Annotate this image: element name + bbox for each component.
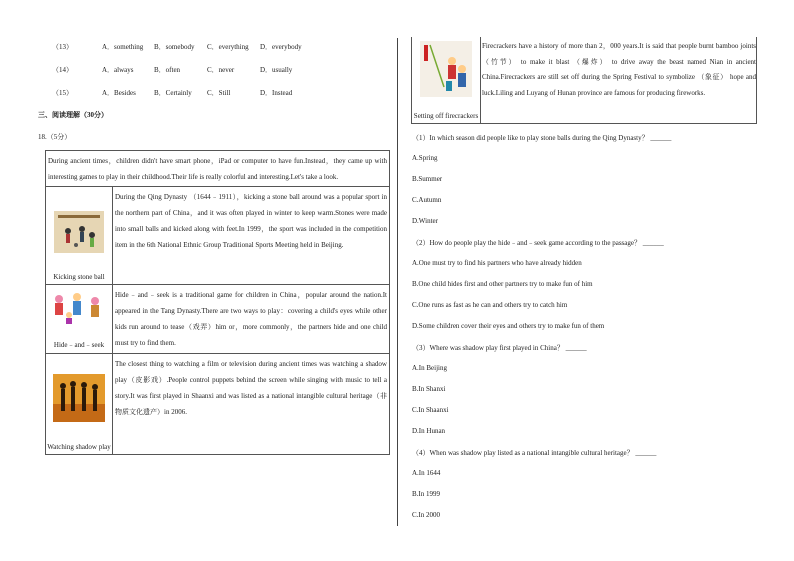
answer-option: C.One runs as fast as he can and others try to catch him (412, 301, 568, 309)
passage-table (45, 150, 390, 455)
section-title: 三、阅读理解（30分） (38, 111, 108, 119)
hide-and-seek-image (49, 289, 109, 325)
answer-option: B.Summer (412, 175, 443, 183)
kicking-stone-ball-image (54, 211, 104, 253)
cloze-option-row: （13） A．something B．somebody C．everything D．everybody (52, 43, 302, 51)
image-cell (411, 37, 481, 124)
passage-intro: During ancient times，children didn't have smart phone，iPad or computer to have fun.Instead，they came up with interesting games to play in their childhood.Their life is really colorful and interesting.Let's take a look. (48, 157, 387, 182)
cloze-option-row: （14） A．always B．often C．never D．usually (52, 66, 293, 74)
answer-option: C.Autumn (412, 196, 442, 204)
answer-option: B.One child hides first and other partners try to make fun of him (412, 280, 593, 288)
answer-option: C.In 2000 (412, 511, 440, 519)
question-stem: （2）How do people play the hide﹣and﹣seek game according to the passage？ ______ (412, 239, 664, 247)
passage-text: The closest thing to watching a film or television during ancient times was watching a shadow play（皮影戏）.People control puppets behind the screen while singing with music to tell a story.It was first played in Shaanxi and was listed as a national intangible cultural heritage（非物质文化遗产）in 2006. (115, 359, 387, 417)
image-caption: Kicking stone ball (53, 272, 105, 281)
answer-option: A.Spring (412, 154, 438, 162)
image-cell (46, 353, 113, 454)
question-number: 18.（5分） (38, 133, 72, 141)
answer-option: C.In Shaanxi (412, 406, 449, 414)
question-stem: （4）When was shadow play listed as a national intangible cultural heritage？ ______ (412, 449, 657, 457)
answer-option: B.In 1999 (412, 490, 440, 498)
image-caption: Watching shadow play (47, 442, 111, 451)
answer-option: D.Winter (412, 217, 438, 225)
passage-text: Hide﹣and﹣seek is a traditional game for children in China，popular around the nation.It appeared in the Tang Dynasty.There are two ways to play：covering a child's eyes while other kids run around to tease（戏弄）him or，more commonly，the partners hide and one child must try to find them. (115, 290, 387, 348)
column-divider (397, 38, 398, 526)
image-cell (46, 186, 113, 284)
passage-text: Firecrackers have a history of more than 2，000 years.It is said that people burnt bamboo joints（竹节） to make it blast （爆炸） to drive away the beast named Nian in ancient China.Firecrackers are still set off during the Spring Festival to symbolize （象征） hope and luck.Liling and Luyang of Hunan province are famous for producing fireworks. (480, 37, 757, 124)
image-cell (46, 284, 113, 353)
answer-option: A.In 1644 (412, 469, 441, 477)
firecrackers-image (420, 41, 472, 97)
answer-option: D.Some children cover their eyes and others try to make fun of them (412, 322, 605, 330)
passage-text: During the Qing Dynasty （1644﹣1911），kicking a stone ball around was a popular sport in the northern part of China，and it was often played in winter to keep warm.Stones were made into small balls and kicked along with feet.In 1999，the sport was included in the competition item in the 6th National Ethnic Group Traditional Sports Meeting held in Beijing. (115, 192, 387, 250)
question-stem: （1）In which season did people like to play stone balls during the Qing Dynasty？ ______ (412, 134, 672, 142)
answer-option: B.In Shanxi (412, 385, 446, 393)
image-caption: Hide﹣and﹣seek (53, 340, 105, 349)
answer-option: A.One must try to find his partners who have already hidden (412, 259, 582, 267)
question-stem: （3）Where was shadow play first played in China？ ______ (412, 344, 587, 352)
answer-option: D.In Hunan (412, 427, 446, 435)
image-caption: Setting off firecrackers (413, 112, 479, 120)
answer-option: A.In Beijing (412, 364, 447, 372)
shadow-play-image (53, 374, 105, 422)
cloze-option-row: （15） A．Besides B．Certainly C．Still D．Instead (52, 89, 293, 97)
